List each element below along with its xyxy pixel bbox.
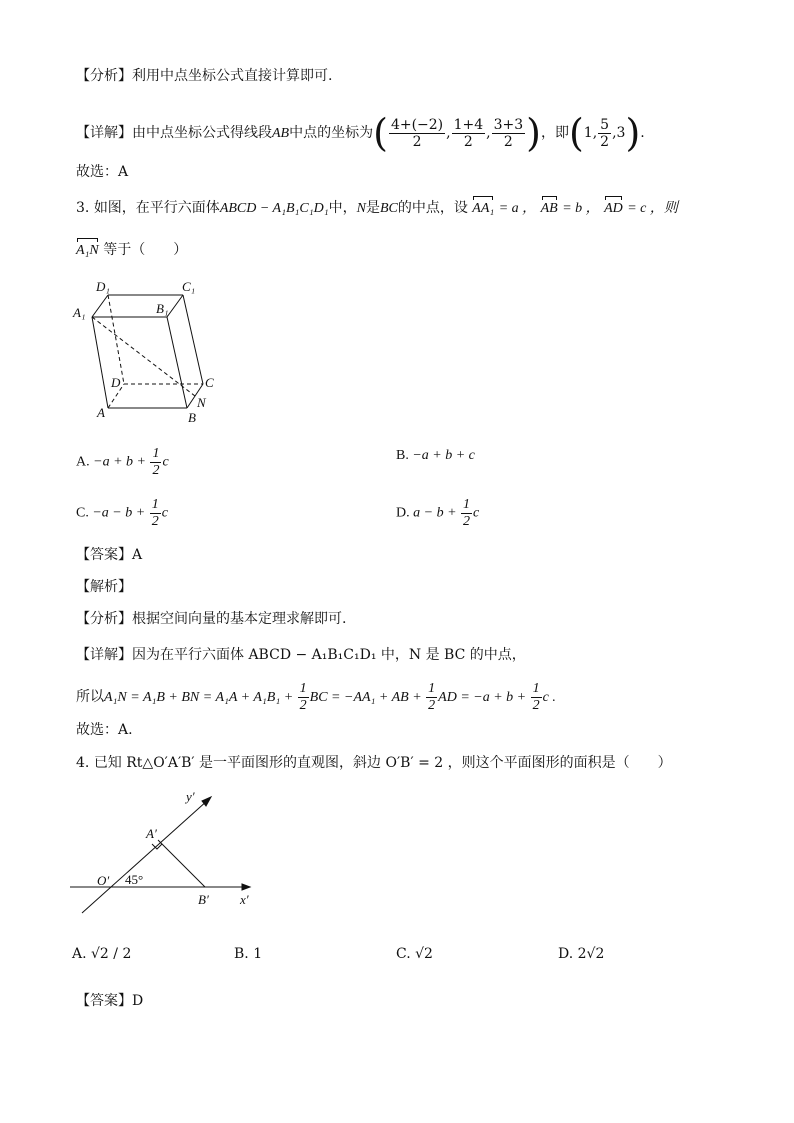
label-a: A xyxy=(97,405,105,420)
q3-option-d[interactable]: D. a − b + $\frac{1}{2}$ c xyxy=(396,497,480,529)
edge-c1-c xyxy=(183,295,203,384)
q4-option-c[interactable]: C. √2 xyxy=(396,946,433,962)
midpoint-y-frac: $\frac{1+4}{2}$ xyxy=(453,116,484,150)
label-x: x′ xyxy=(240,892,249,907)
q3-detail: 【详解】因为在平行六面体 ABCD − A₁B₁C₁D₁ 中，N 是 BC 的中点， xyxy=(76,647,526,663)
label-a-prime: A′ xyxy=(146,826,157,841)
label-angle: 45° xyxy=(125,872,144,887)
label-d1: D₁ xyxy=(96,279,110,294)
q3-answer: 【答案】A xyxy=(76,547,143,563)
x-arrow xyxy=(242,884,250,890)
label-c1: C₁ xyxy=(182,279,196,294)
edge-a1-d1 xyxy=(92,295,108,317)
label-n: N xyxy=(197,395,206,410)
q3-stem-line2: A₁N 等于（ ） xyxy=(76,240,187,261)
edge-b1-b xyxy=(167,317,187,408)
edge-a1-a xyxy=(92,317,108,408)
q3-stem-line1: 3. 如图，在平行六面体ABCD − A₁B₁C₁D₁中，N是BC的中点，设 AA₁ = a ， AB = b ， AD = c ，则 xyxy=(76,198,678,219)
q3-analysis: 【分析】根据空间向量的基本定理求解即可. xyxy=(76,611,347,627)
analysis-text: 利用中点坐标公式直接计算即可. xyxy=(132,68,333,84)
q3-choose: 故选：A. xyxy=(76,722,133,738)
label-d: D xyxy=(111,375,121,390)
intuitive-figure xyxy=(66,785,266,920)
q3-option-a[interactable]: A. −a + b + $\frac{1}{2}$ c xyxy=(76,446,169,478)
label-b-prime: B′ xyxy=(198,892,209,907)
q3-derivation: 所以A₁N = A₁B + BN = A₁A + A₁B₁ + $\frac{1}{2}$ BC = −AA₁ + AB + $\frac{1}{2}$ AD = −a + b + $\frac{1}{2}$ c . xyxy=(76,681,556,714)
midpoint-z-frac: $\frac{3+3}{2}$ xyxy=(493,116,524,150)
detail-tag: 【详解】 xyxy=(76,125,132,141)
label-o-prime: O′ xyxy=(97,873,110,888)
edge-b1-c1 xyxy=(167,295,183,317)
parallelepiped-figure xyxy=(70,275,230,425)
label-a1: A₁ xyxy=(73,305,86,320)
q3-option-b[interactable]: B. −a + b + c xyxy=(396,448,475,463)
q4-answer: 【答案】D xyxy=(76,993,144,1009)
q4-option-d[interactable]: D. 2√2 xyxy=(558,946,605,962)
label-c: C xyxy=(205,375,214,390)
label-y: y′ xyxy=(186,789,195,804)
choose-line-1: 故选：A xyxy=(76,164,129,180)
y-axis xyxy=(82,800,208,913)
analysis-line-1 xyxy=(76,66,332,86)
q4-option-a[interactable]: A. √2 / 2 xyxy=(72,946,132,962)
detail-line-1: 【详解】由中点坐标公式得线段AB中点的坐标为( $\frac{4+(-2)}{2}$ , $\frac{1+4}{2}$ , $\frac{3+3}{2}$ )，即(1, $\frac{5}{2}$ ,3). xyxy=(76,111,645,155)
label-b: B xyxy=(188,410,196,425)
segment-a1-n xyxy=(92,317,195,396)
segment-a-b xyxy=(158,840,205,887)
analysis-tag: 【分析】 xyxy=(76,68,132,84)
q3-option-c[interactable]: C. −a − b + $\frac{1}{2}$ c xyxy=(76,497,168,529)
q4-option-b[interactable]: B. 1 xyxy=(234,946,263,962)
q4-stem: 4. 已知 Rt△O′A′B′ 是一平面图形的直观图，斜边 O′B′ = 2 ，则这个平面图形的面积是（ ） xyxy=(76,755,672,771)
result-y-frac: $\frac{5}{2}$ xyxy=(600,116,610,150)
q3-explain-tag: 【解析】 xyxy=(76,579,132,595)
label-b1: B₁ xyxy=(156,301,169,316)
midpoint-x-frac: $\frac{4+(-2)}{2}$ xyxy=(390,116,444,150)
